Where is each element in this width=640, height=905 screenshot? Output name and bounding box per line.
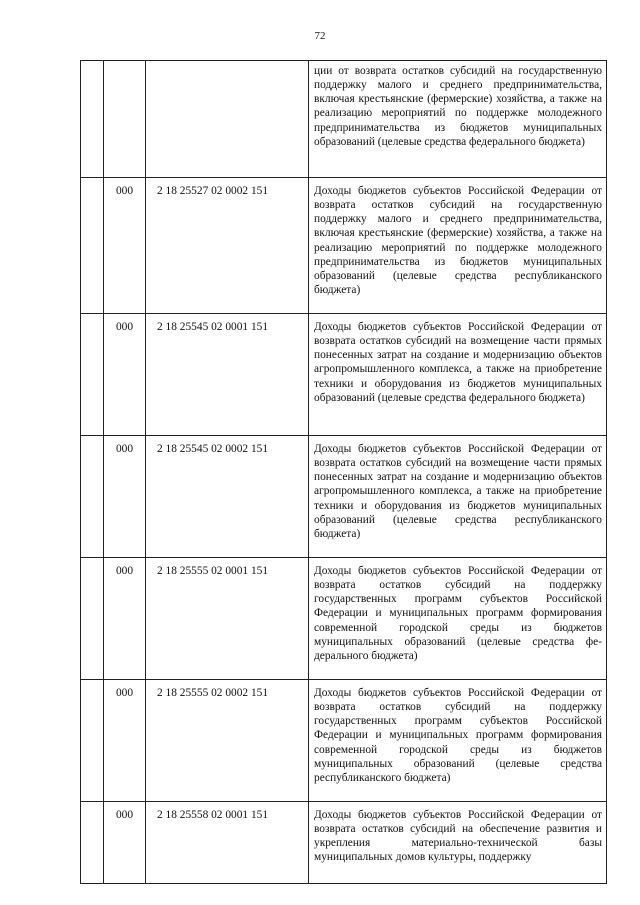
budget-class-code: 2 18 25558 02 0001 151 <box>146 802 309 884</box>
empty-cell <box>81 61 104 178</box>
revenue-description: Доходы бюджетов субъектов Российской Федерации от возврата остатков субсидий на поддержку государственных программ субъектов Российской Федерации и муниципальных программ формирования современной городской среды из бюджетов муниципальных образований (целевые средства федерального бюджета) <box>309 558 607 680</box>
empty-cell <box>81 680 104 802</box>
admin-code: 000 <box>104 802 146 884</box>
revenue-description: Доходы бюджетов субъектов Российской Федерации от возврата остатков субсидий на поддержку государственных программ субъектов Российской Федерации и муниципальных программ формирования современной городской среды из бюджетов муниципальных образований (целевые средства республиканского бюджета) <box>309 680 607 802</box>
budget-class-code: 2 18 25555 02 0002 151 <box>146 680 309 802</box>
revenue-description: Доходы бюджетов субъектов Российской Федерации от возврата остатков субсидий на обеспечение развития и укрепления материально-технической базы муниципальных домов культуры, поддержку <box>309 802 607 884</box>
budget-class-code <box>146 61 309 178</box>
table-row <box>81 558 607 680</box>
revenue-codes-table <box>80 60 607 884</box>
admin-code: 000 <box>104 314 146 436</box>
admin-code: 000 <box>104 436 146 558</box>
admin-code: 000 <box>104 178 146 314</box>
table-row <box>81 61 607 178</box>
budget-class-code: 2 18 25545 02 0001 151 <box>146 314 309 436</box>
empty-cell <box>81 178 104 314</box>
table-row <box>81 802 607 884</box>
table-row <box>81 314 607 436</box>
empty-cell <box>81 802 104 884</box>
table-row <box>81 680 607 802</box>
revenue-description: Доходы бюджетов субъектов Российской Федерации от возврата остатков субсидий на возмещение части прямых понесенных затрат на создание и модернизацию объектов агропромышленного комплекса, а также на приобретение техники и оборудования из бюджетов муниципальных образований (целевые средства республиканского бюджета) <box>309 436 607 558</box>
revenue-description: Доходы бюджетов субъектов Российской Федерации от возврата остатков субсидий на возмещение части прямых понесенных затрат на создание и модернизацию объектов агропромышленного комплекса, а также на приобретение техники и оборудования из бюджетов муниципальных образований (целевые средства федерального бюджета) <box>309 314 607 436</box>
revenue-description: ции от возврата остатков субсидий на государственную поддержку малого и среднего предпринимательства, включая крестьянские (фермерские) хозяйства, а также на реализацию мероприятий по поддержке молодежного предпринимательства из бюджетов муниципальных образований (целевые средства федерального бюджета) <box>309 61 607 178</box>
admin-code: 000 <box>104 558 146 680</box>
admin-code <box>104 61 146 178</box>
revenue-description: Доходы бюджетов субъектов Российской Федерации от возврата остатков субсидий на государственную поддержку малого и среднего предпринимательства, включая крестьянские (фермерские) хозяйства, а также на реализацию мероприятий по поддержке молодежного предпринимательства из бюджетов муниципальных образований (целевые средства республиканского бюджета) <box>309 178 607 314</box>
budget-class-code: 2 18 25545 02 0002 151 <box>146 436 309 558</box>
page-number: 72 <box>314 30 326 42</box>
table-row <box>81 436 607 558</box>
table-row <box>81 178 607 314</box>
empty-cell <box>81 314 104 436</box>
admin-code: 000 <box>104 680 146 802</box>
budget-class-code: 2 18 25555 02 0001 151 <box>146 558 309 680</box>
budget-class-code: 2 18 25527 02 0002 151 <box>146 178 309 314</box>
empty-cell <box>81 436 104 558</box>
empty-cell <box>81 558 104 680</box>
